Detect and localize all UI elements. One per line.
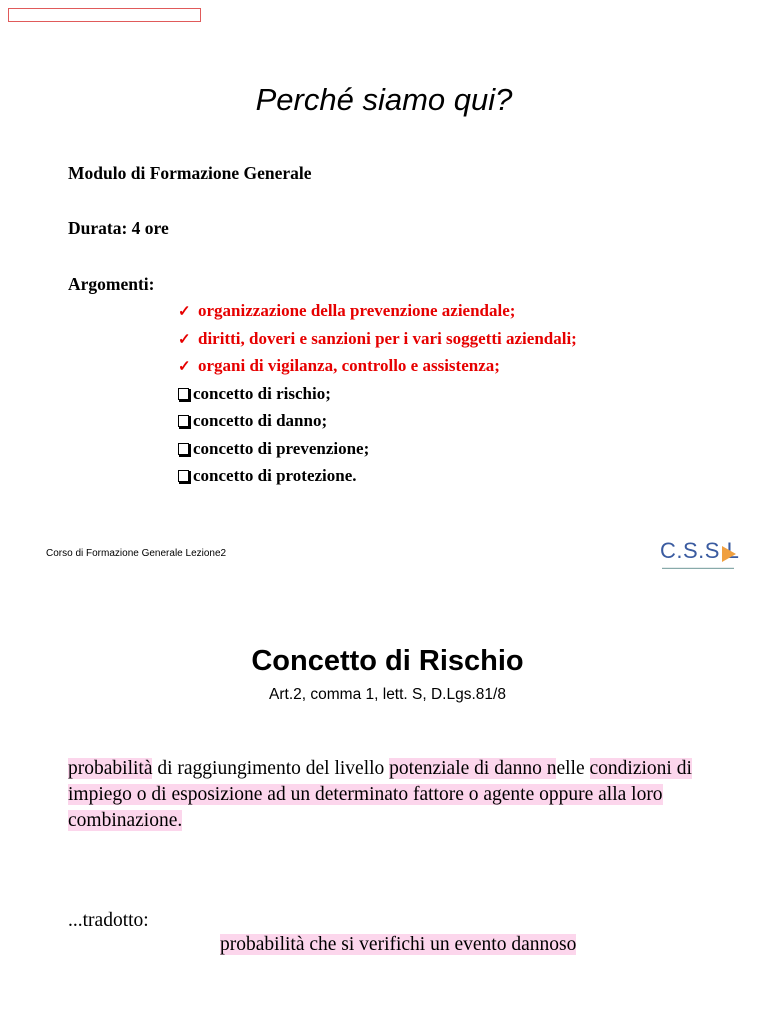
argomenti-label: Argomenti: xyxy=(68,274,155,294)
cssl-logo xyxy=(660,538,742,574)
topics-list xyxy=(178,297,577,490)
list-item: ✓ organi di vigilanza, controllo e assistenza; xyxy=(178,352,577,380)
slide2-title: Concetto di Rischio xyxy=(251,645,524,677)
tradotto-text: probabilità che si verifichi un evento dannoso xyxy=(220,934,577,955)
list-item: concetto di prevenzione; xyxy=(178,435,577,463)
checkbox-icon xyxy=(178,415,189,427)
checkmark-icon: ✓ xyxy=(178,359,191,375)
tradotto-label: ...tradotto: xyxy=(68,910,149,931)
checkbox-icon xyxy=(178,388,189,400)
red-outline-box xyxy=(8,8,201,22)
checkbox-icon xyxy=(178,470,189,482)
list-item: ✓ organizzazione della prevenzione aziendale; xyxy=(178,297,577,325)
checkbox-icon xyxy=(178,443,189,455)
slide-footer: Corso di Formazione Generale Lezione2 xyxy=(46,548,227,559)
list-item: concetto di protezione. xyxy=(178,462,577,490)
durata-label: Durata: 4 ore xyxy=(68,218,169,238)
logo-arrow-icon xyxy=(722,546,736,562)
logo-tagline-graphic: ▬▬▬▬▬▬▬▬▬▬▬▬▬▬▬▬▬▬ xyxy=(662,565,734,570)
logo-text: C.S.S.L xyxy=(660,538,740,563)
modulo-label: Modulo di Formazione Generale xyxy=(68,163,312,183)
checkmark-icon: ✓ xyxy=(178,331,191,348)
slide1-title: Perché siamo qui? xyxy=(255,82,513,117)
list-item: ✓ diritti, doveri e sanzioni per i vari soggetti aziendali; xyxy=(178,325,577,353)
risk-definition: probabilità di raggiungimento del livello potenziale di danno nelle condizioni di impiego o di esposizione ad un determinato fattore o agente oppure alla loro combinazione. xyxy=(68,758,692,831)
slide2-subtitle: Art.2, comma 1, lett. S, D.Lgs.81/8 xyxy=(269,686,506,703)
checkmark-icon: ✓ xyxy=(178,304,191,320)
list-item: concetto di rischio; xyxy=(178,380,577,408)
list-item: concetto di danno; xyxy=(178,407,577,435)
